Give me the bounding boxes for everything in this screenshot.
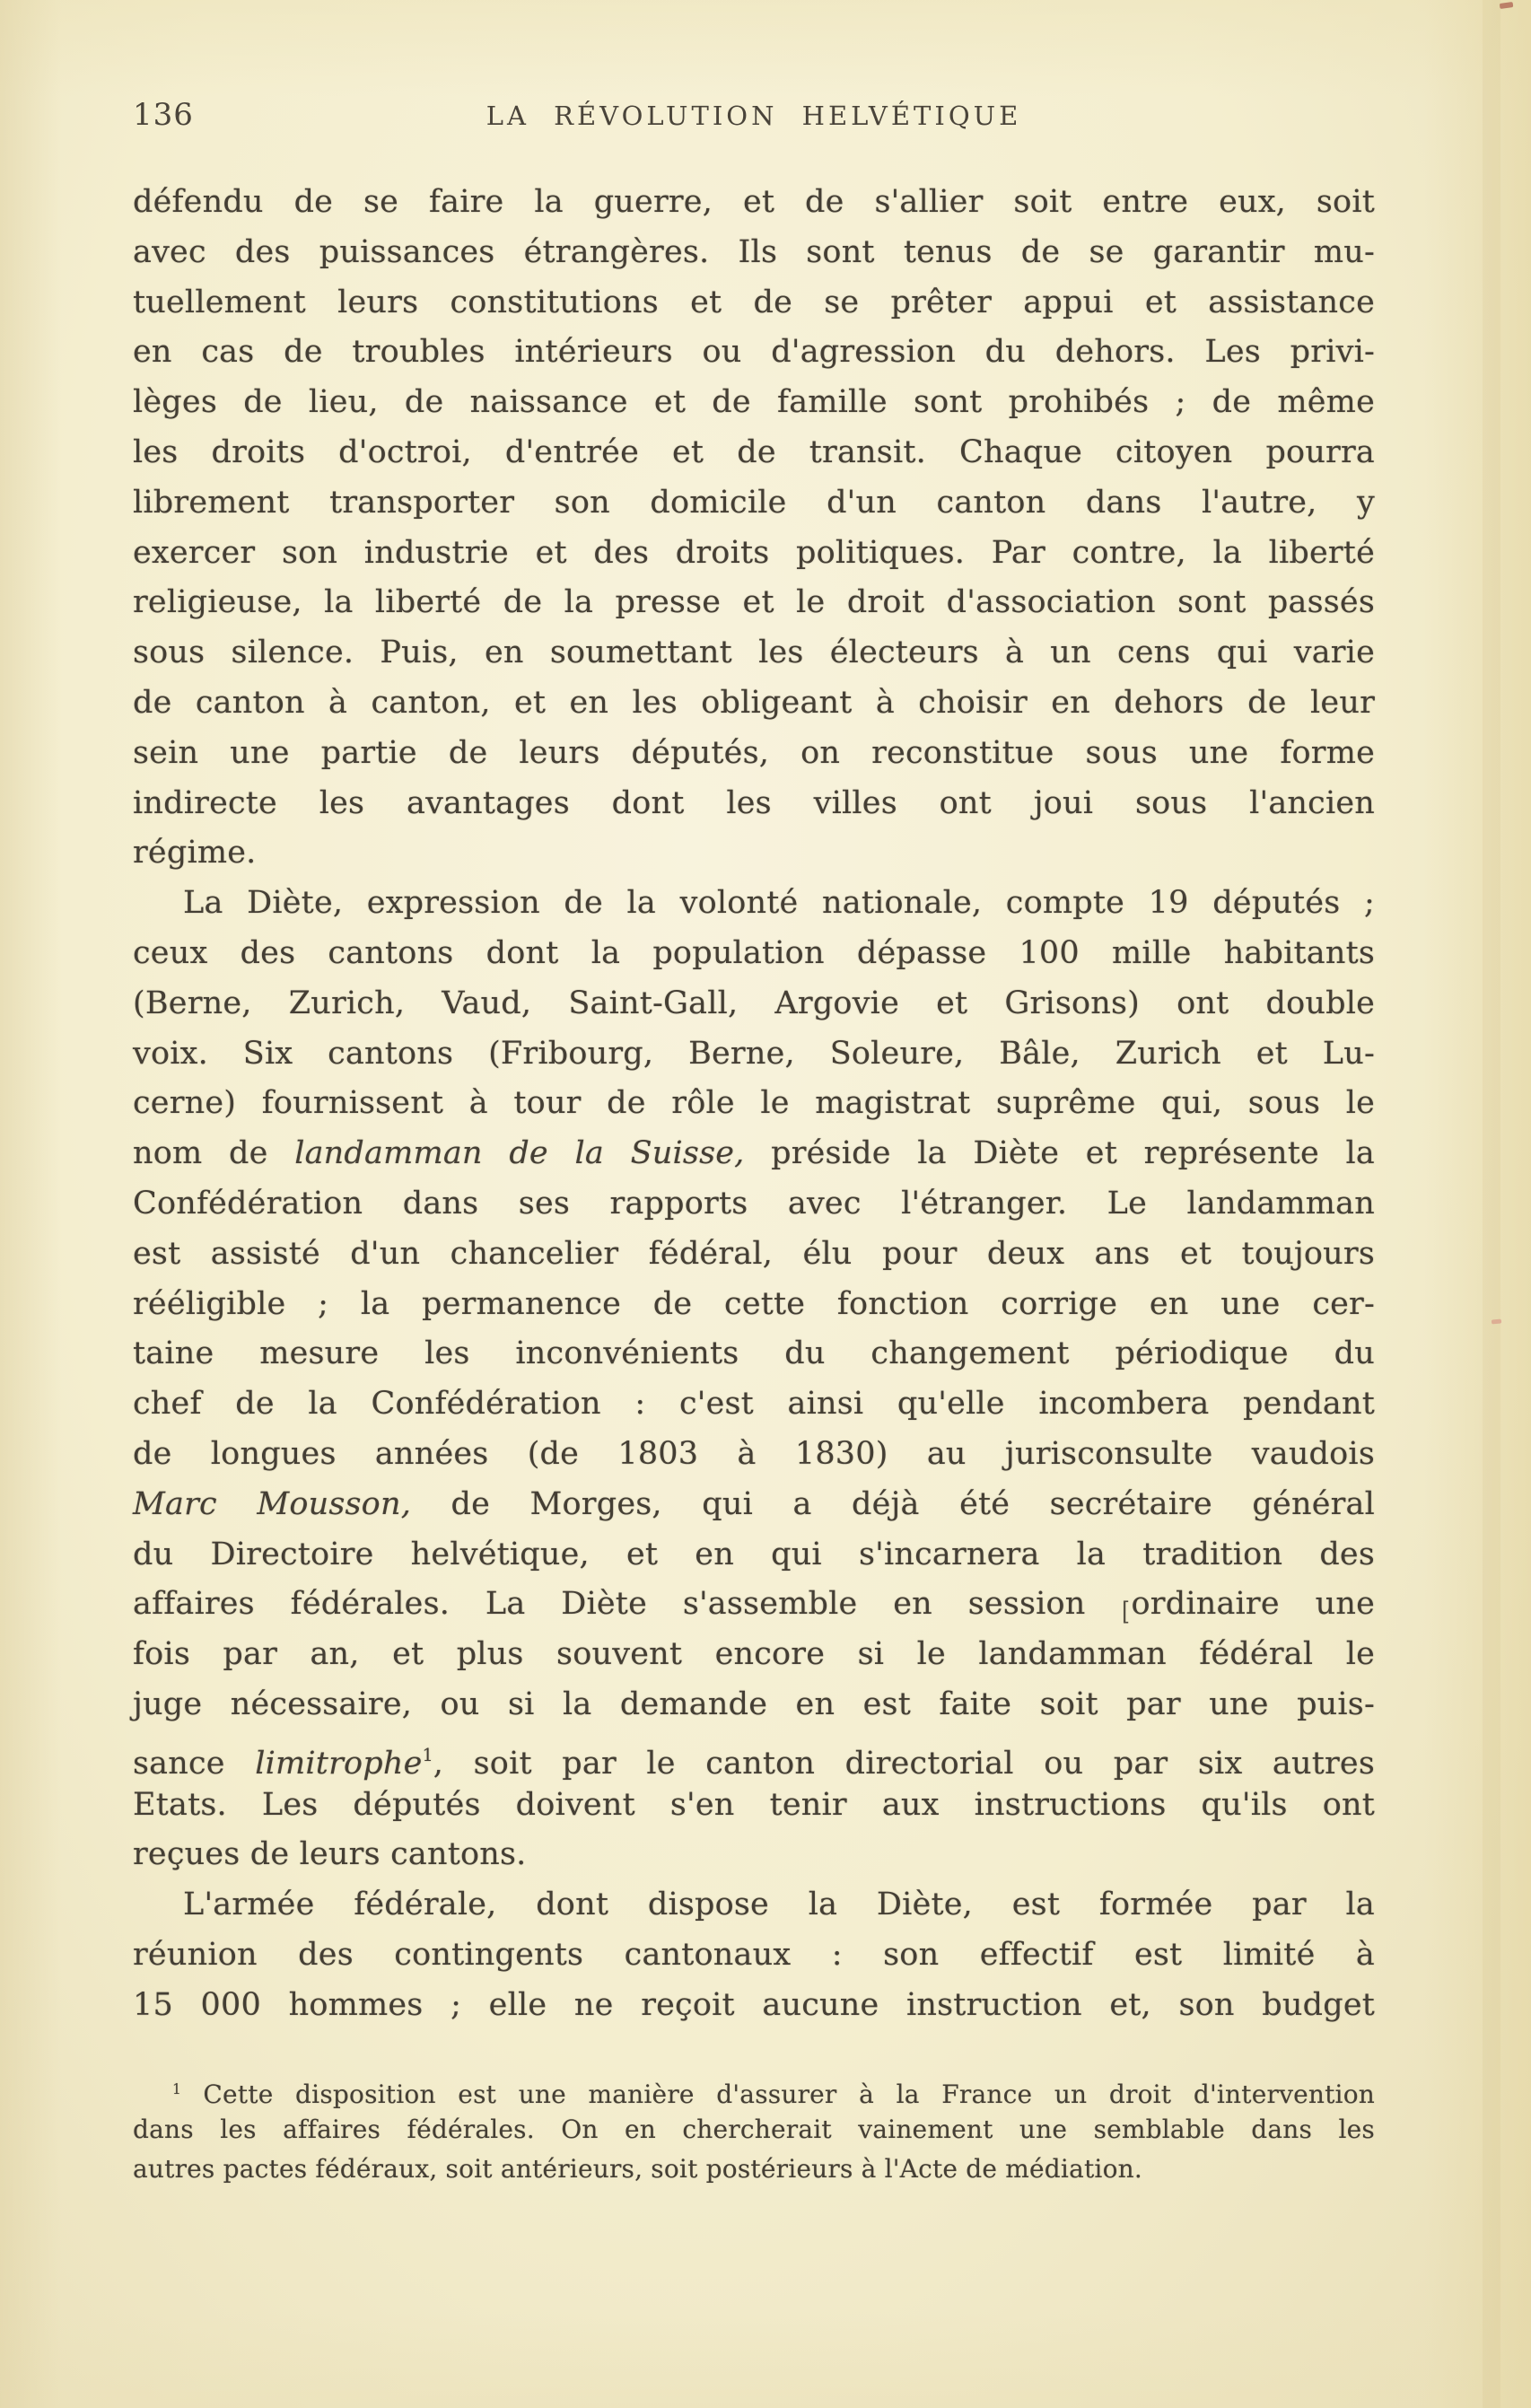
text-line: Confédération dans ses rapports avec l'étranger. Le landamman [133,1185,1375,1222]
text-line: affaires fédérales. La Diète s'assemble en session [ordinaire une [133,1580,1375,1630]
text-line: juge nécessaire, ou si la demande en est faite soit par une puis- [133,1686,1375,1722]
text-line: les droits d'octroi, d'entrée et de transit. Chaque citoyen pourra [133,433,1375,470]
text-line: 15 000 hommes ; elle ne reçoit aucune instruction et, son budget [133,1986,1375,2023]
running-header [133,95,1375,138]
text-line: ceux des cantons dont la population dépasse 100 mille habitants [133,934,1375,971]
text-column [133,178,1375,2030]
text-line: sein une partie de leurs députés, on reconstitue sous une forme [133,734,1375,771]
paragraph [133,178,1375,879]
text-line: exercer son industrie et des droits politiques. Par contre, la liberté [133,534,1375,571]
footnote-line: dans les affaires fédérales. On en chercherait vainement une semblable dans les [133,2114,1375,2144]
text-line: défendu de se faire la guerre, et de s'allier soit entre eux, soit [133,184,1375,220]
scan-speck-icon [1492,1319,1501,1325]
text-line: librement transporter son domicile d'un canton dans l'autre, y [133,484,1375,521]
scan-speck-icon [1500,2,1514,9]
text-line: reçues de leurs cantons. [133,1836,527,1873]
running-title: LA RÉVOLUTION HELVÉTIQUE [486,101,1022,131]
footnote [133,2070,1375,2190]
paragraph [133,879,1375,1880]
text-line: Marc Mousson, de Morges, qui a déjà été secrétaire général [133,1485,1375,1522]
text-line: La Diète, expression de la volonté nationale, compte 19 députés ; [183,885,1375,922]
text-line: nom de landamman de la Suisse, préside la Diète et représente la [133,1135,1375,1172]
text-line: Etats. Les députés doivent s'en tenir aux instructions qu'ils ont [133,1786,1375,1823]
text-line: régime. [133,835,257,871]
text-line: rééligible ; la permanence de cette fonction corrige en une cer- [133,1285,1375,1322]
text-line: du Directoire helvétique, et en qui s'incarnera la tradition des [133,1536,1375,1572]
text-line: avec des puissances étrangères. Ils sont tenus de se garantir mu- [133,233,1375,270]
text-line: sance limitrophe$^1$, soit par le canton directorial ou par six autres [133,1744,1375,1782]
text-line: lèges de lieu, de naissance et de famille sont prohibés ; de même [133,384,1375,421]
text-line: taine mesure les inconvénients du changement périodique du [133,1335,1375,1372]
text-line: de longues années (de 1803 à 1830) au jurisconsulte vaudois [133,1435,1375,1472]
footnote-line: $^1$ Cette disposition est une manière d'assurer à la France un droit d'intervention [172,2080,1375,2109]
text-line: voix. Six cantons (Fribourg, Berne, Soleure, Bâle, Zurich et Lu- [133,1035,1375,1072]
text-line: de canton à canton, et en les obligeant à choisir en dehors de leur [133,684,1375,721]
text-line: L'armée fédérale, dont dispose la Diète, est formée par la [183,1887,1375,1923]
text-line: indirecte les avantages dont les villes ont joui sous l'ancien [133,784,1375,821]
text-line: cerne) fournissent à tour de rôle le magistrat suprême qui, sous le [133,1085,1375,1122]
text-line: est assisté d'un chancelier fédéral, élu pour deux ans et toujours [133,1235,1375,1272]
print-artifact: [ [1122,1597,1131,1627]
page-number: 136 [133,97,194,133]
text-line: (Berne, Zurich, Vaud, Saint-Gall, Argovie et Grisons) ont double [133,985,1375,1021]
text-line: en cas de troubles intérieurs ou d'agression du dehors. Les privi- [133,334,1375,371]
text-line: chef de la Confédération : c'est ainsi qu'elle incombera pendant [133,1386,1375,1423]
text-line: réunion des contingents cantonaux : son effectif est limité à [133,1936,1375,1973]
footnote-line: autres pactes fédéraux, soit antérieurs, soit postérieurs à l'Acte de médiation. [133,2154,1142,2184]
text-line: fois par an, et plus souvent encore si le landamman fédéral le [133,1636,1375,1673]
text-line: sous silence. Puis, en soumettant les électeurs à un cens qui varie [133,635,1375,671]
text-line: religieuse, la liberté de la presse et le droit d'association sont passés [133,584,1375,621]
text-line: tuellement leurs constitutions et de se prêter appui et assistance [133,284,1375,320]
paragraph [133,1880,1375,2030]
